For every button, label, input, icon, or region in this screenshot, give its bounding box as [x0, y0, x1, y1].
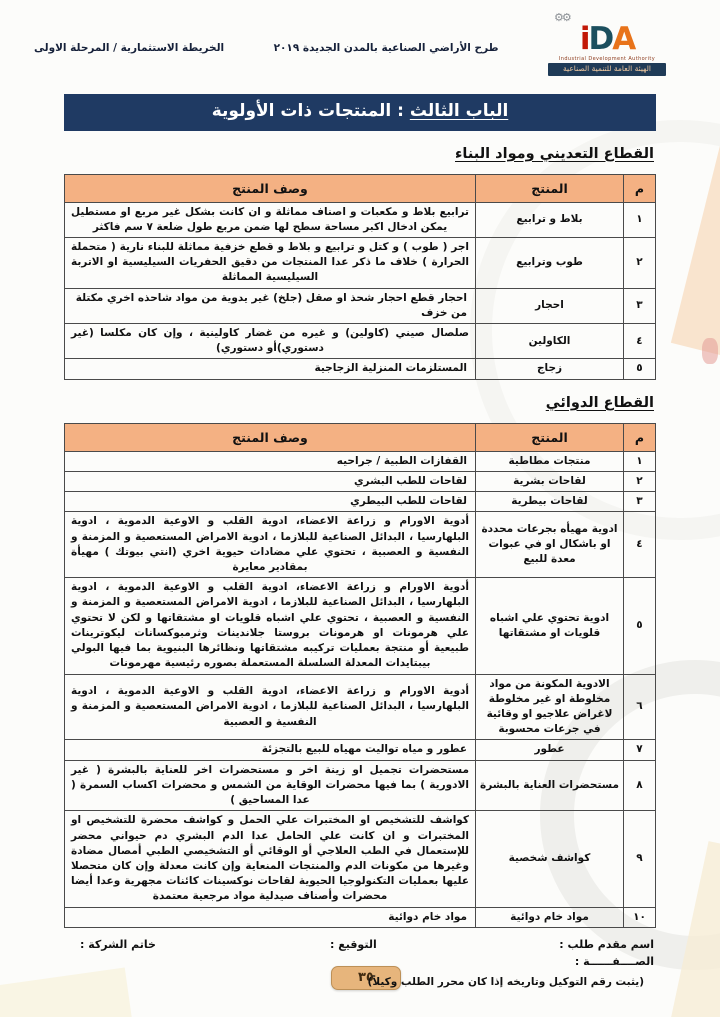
table-row: [65, 674, 656, 740]
product-description-cell: المستلزمات المنزلية الزجاجية: [65, 359, 476, 379]
row-number-cell: ٤: [624, 512, 656, 578]
ida-logo-letters: [548, 21, 666, 57]
column-header-number: م: [624, 423, 656, 451]
row-number-cell: ١: [624, 451, 656, 471]
table-row: [65, 512, 656, 578]
row-number-cell: ٥: [624, 578, 656, 674]
table-row: [65, 359, 656, 379]
product-description-cell: ترابيع بلاط و مكعبات و اصناف مماثلة و ان كانت بشكل غير مربع او مستطيل يمكن ادخال اكبر مساحة سطح لها ضمن مربع طول ضلعة ٧ سم فاكثر: [65, 202, 476, 237]
product-name-cell: منتجات مطاطية: [476, 451, 624, 471]
document-title: طرح الأراضي الصناعية بالمدن الجديدة ٢٠١٩: [273, 42, 499, 54]
table-row: [65, 471, 656, 491]
product-description-cell: أدوية الاورام و زراعة الاعضاء، ادوية القلب و الاوعية الدموية ، ادوية البلهارسيا ، البدائل الصناعية للبلازما ، ادوية الامراض المستعصية و المزمنة و النفسية و العصبية ، تحتوي علي مضادات حيوية اخري (انتي بيوتك ) مهيأة بمقادير معايرة: [65, 512, 476, 578]
product-description-cell: مستحضرات تجميل او زينة اخر و مستحضرات اخر للعناية بالبشرة ( غير الادورية ) بما فيها محضرات الوقاية من الشمس و محضرات اكساب السمرة ( عدا المساحيق ): [65, 760, 476, 811]
row-number-cell: ٢: [624, 471, 656, 491]
row-number-cell: ٣: [624, 288, 656, 323]
product-name-cell: عطور: [476, 740, 624, 760]
row-number-cell: ٣: [624, 492, 656, 512]
product-name-cell: ادوية تحتوي علي اشباه قلويات او مشتقاتها: [476, 578, 624, 674]
row-number-cell: ٢: [624, 237, 656, 288]
ida-logo: [548, 12, 666, 76]
column-header-product: المنتج: [476, 423, 624, 451]
chapter-banner: [64, 94, 656, 131]
gear-icon: ⚙⚙: [554, 11, 570, 24]
row-number-cell: ١٠: [624, 907, 656, 927]
column-header-description: وصف المنتج: [65, 423, 476, 451]
table-row: [65, 578, 656, 674]
row-number-cell: ٧: [624, 740, 656, 760]
product-name-cell: لقاحات بشرية: [476, 471, 624, 491]
table-row: [65, 492, 656, 512]
product-description-cell: لقاحات للطب البيطري: [65, 492, 476, 512]
page-header: [0, 0, 720, 76]
product-name-cell: احجار: [476, 288, 624, 323]
page-number-badge: ٣٥: [331, 966, 401, 990]
page-footer: [0, 936, 720, 1017]
product-name-cell: الادوية المكونة من مواد مخلوطة او غير مخلوطة لاغراض علاجيو او وقائية في جرعات محسوبة: [476, 674, 624, 740]
product-description-cell: القفازات الطبية / جراحيه: [65, 451, 476, 471]
logo-letter-a: A: [612, 21, 635, 57]
column-header-product: المنتج: [476, 174, 624, 202]
product-description-cell: كواشف للتشخيص او المختبرات علي الحمل و كواشف محضرة للتشخيص او المختبرات و ان كانت علي الحامل عدا الدم البشري دم حيواني محضر للإستعمال في الطب العلاجي أو الوقائي أو التشخيصي الطبي أمصال مضادة وغيرها من مكونات الدم والمنتجات المنعاية وإن كانت معدلة وإن كان متحصلا عليها بعمليات التكنولوجيا الحيوية لقاحات نوكسينات كائنات مجهرية وعدا أيضا محضرات وأصناف صيدلية مواد مرجعية معتمدة: [65, 811, 476, 907]
row-number-cell: ٨: [624, 760, 656, 811]
table-header-row: [65, 174, 656, 202]
product-name-cell: لقاحات بيطرية: [476, 492, 624, 512]
table-header-row: [65, 423, 656, 451]
section-heading-pharma: القطاع الدوائي: [545, 394, 654, 411]
company-stamp-label: خاتم الشركة :: [80, 937, 156, 951]
product-name-cell: مستحضرات العناية بالبشرة: [476, 760, 624, 811]
product-name-cell: مواد خام دوائية: [476, 907, 624, 927]
logo-letter-i: i: [579, 21, 589, 57]
logo-name-arabic: الهيئة العامة للتنمية الصناعية: [548, 63, 666, 76]
table-row: [65, 324, 656, 359]
table-row: [65, 288, 656, 323]
product-name-cell: كواشف شخصية: [476, 811, 624, 907]
product-description-cell: صلصال صيني (كاولين) و غيره من غضار كاولينية ، وإن كان مكلسا (غير دستوري)أو دستوري): [65, 324, 476, 359]
row-number-cell: ٥: [624, 359, 656, 379]
row-number-cell: ٩: [624, 811, 656, 907]
attorney-note: (يثبت رقم التوكيل وتاريخه إذا كان محرر الطلب وكيلاً): [367, 975, 644, 988]
product-description-cell: أدوية الاورام و زراعة الاعضاء، ادوية القلب و الاوعية الدموية ، ادوية البلهارسيا ، البدائل الصناعية للبلازما ، ادوية الامراض المستعصية و المزمنة و النفسية و العصبية: [65, 674, 476, 740]
product-description-cell: احجار قطع احجار شحذ او صقل (جلخ) غير يدوية من مواد شاحذه اخري مكتلة من خزف: [65, 288, 476, 323]
table-row: [65, 202, 656, 237]
row-number-cell: ١: [624, 202, 656, 237]
row-number-cell: ٦: [624, 674, 656, 740]
product-description-cell: عطور و مياه تواليت مهياه للبيع بالتجزئة: [65, 740, 476, 760]
table-row: [65, 907, 656, 927]
product-description-cell: أدوية الاورام و زراعة الاعضاء، ادوية القلب و الاوعية الدموية ، ادوية البلهارسيا ، البدائل الصناعية للبلازما ، ادوية الامراض المستعصية و المزمنة و النفسية و العصبية ، تحتوي علي اشباه قلويات او مشتقاتها و لكن لا تحتوي علي هرمونات او هرمونات بروستا جلاندينات وثرمبوكسانات ليكوترينات طبيعية أو منتجة بعمليات تركيبه مشتقاتها ونظائرها البنيوية بما فيها البولي بيبتايدات المعدلة السلسلة المستعملة بصوره رئيسية مهرمونات: [65, 578, 476, 674]
product-name-cell: ادوية مهيأه بجرعات محددة او باشكال او في عبوات معدة للبيع: [476, 512, 624, 578]
table-row: [65, 740, 656, 760]
table-row: [65, 451, 656, 471]
pharma-products-table: [64, 423, 656, 928]
capacity-label: الصــــفــــــة :: [574, 954, 654, 968]
table-row: [65, 811, 656, 907]
row-number-cell: ٤: [624, 324, 656, 359]
mining-products-table: [64, 174, 656, 380]
logo-name-english: Industrial Development Authority: [558, 56, 656, 62]
table-row: [65, 760, 656, 811]
logo-letter-d: D: [588, 21, 613, 57]
product-description-cell: مواد خام دوائية: [65, 907, 476, 927]
section-heading-mining: القطاع التعديني ومواد البناء: [455, 145, 654, 162]
applicant-name-label: اسم مقدم طلب :: [559, 937, 654, 951]
phase-label: الخريطة الاستثمارية / المرحلة الاولى: [34, 42, 225, 54]
product-description-cell: لقاحات للطب البشري: [65, 471, 476, 491]
product-name-cell: الكاولين: [476, 324, 624, 359]
product-name-cell: طوب وترابيع: [476, 237, 624, 288]
chapter-title: الباب الثالث: [409, 100, 509, 121]
column-header-number: م: [624, 174, 656, 202]
chapter-subtitle: : المنتجات ذات الأولوية: [211, 100, 410, 121]
product-name-cell: بلاط و ترابيع: [476, 202, 624, 237]
table-row: [65, 237, 656, 288]
column-header-description: وصف المنتج: [65, 174, 476, 202]
product-name-cell: زجاج: [476, 359, 624, 379]
product-description-cell: اجر ( طوب ) و كتل و ترابيع و بلاط و قطع خزفية مماثلة للبناء نارية ( متحملة الحرارة ) خلاف ما ذكر عدا المنتجات من دقيق الحفريات السيليسية او الاتربة السيليسية المماثلة: [65, 237, 476, 288]
signature-label: التوقيع :: [330, 937, 377, 951]
